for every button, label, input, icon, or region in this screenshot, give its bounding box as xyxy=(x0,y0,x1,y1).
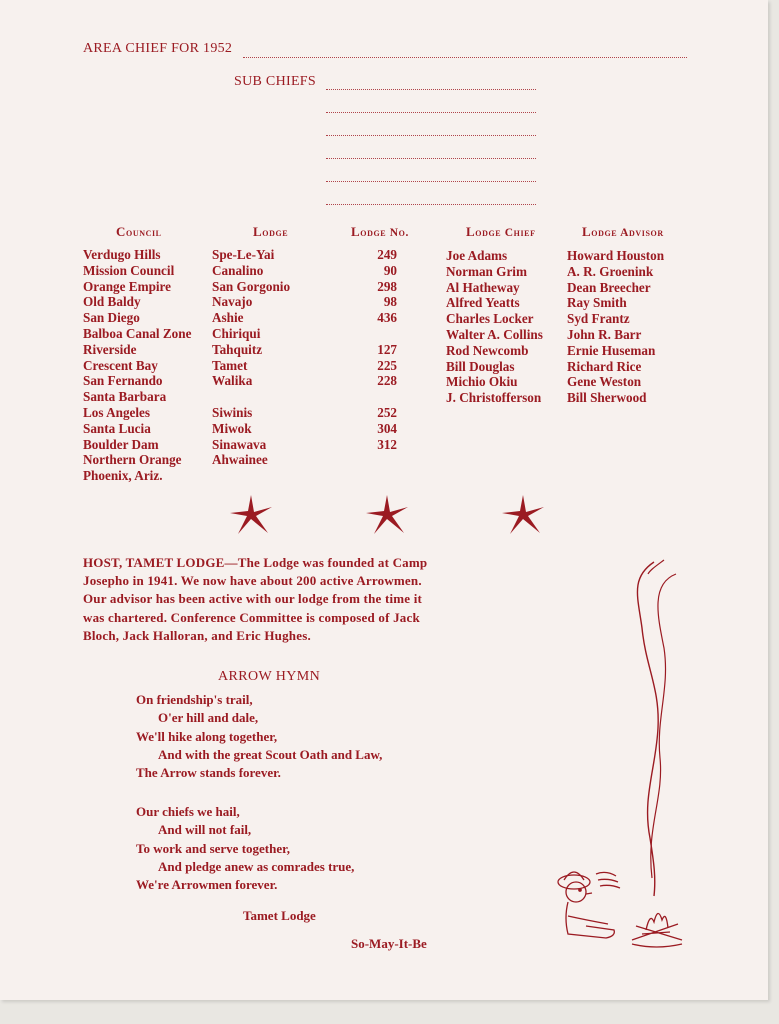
verse-line: The Arrow stands forever. xyxy=(136,765,281,781)
verse-line: Our chiefs we hail, xyxy=(136,804,240,819)
council-cell: Santa Barbara xyxy=(83,389,167,405)
paragraph-line: Bloch, Jack Halloran, and Eric Hughes. xyxy=(83,627,311,643)
paragraph-line: Our advisor has been active with our lodge from the time it xyxy=(83,591,423,607)
lodge-advisor-cell: John R. Barr xyxy=(567,326,642,342)
lodge-number-cell xyxy=(340,326,397,342)
verse-line: On friendship's trail, xyxy=(136,692,253,707)
lodge-cell: Ahwainee xyxy=(212,452,268,468)
lodge-cell: Siwinis xyxy=(212,404,253,420)
council-cell: San Fernando xyxy=(83,373,163,389)
council-header: Council xyxy=(116,224,162,239)
sub-chief-line-2 xyxy=(326,112,536,113)
verse-line: O'er hill and dale, xyxy=(158,710,259,726)
verse-line: To work and serve together, xyxy=(136,840,290,856)
lodge-cell: Walika xyxy=(212,373,253,389)
lodge-cell: Sinawava xyxy=(212,436,267,452)
lodge-chief-cell: Walter A. Collins xyxy=(446,326,543,342)
hymn-title: ARROW HYMN xyxy=(218,669,321,684)
lodge-cell: Miwok xyxy=(212,420,252,436)
paragraph-line: was chartered. Conference Committee is composed of Jack xyxy=(83,609,420,625)
lodge-number-cell: 249 xyxy=(377,247,397,262)
council-cell: Los Angeles xyxy=(83,404,151,420)
lodge-cell: Chiriqui xyxy=(212,325,261,341)
lodge-chief-cell: Charles Locker xyxy=(446,311,534,327)
lodge-number-cell xyxy=(340,452,397,468)
verse-line: We're Arrowmen forever. xyxy=(136,877,278,893)
lodge-chief-cell: Rod Newcomb xyxy=(446,342,529,358)
lodge-cell: Ashie xyxy=(212,310,244,326)
lodge-number-cell: 127 xyxy=(377,341,397,357)
lodge-chief-cell: Al Hatheway xyxy=(446,279,520,295)
council-cell: Riverside xyxy=(83,341,137,357)
council-column xyxy=(83,247,191,484)
verse-line: And pledge anew as comrades true, xyxy=(158,858,355,874)
lodge-advisor-header: Lodge Advisor xyxy=(582,224,664,239)
sub-chief-line-3 xyxy=(326,135,536,136)
hymn-verse-1 xyxy=(136,691,382,782)
lodge-number-cell: 225 xyxy=(377,357,397,373)
lodge-chief-cell: Michio Okiu xyxy=(446,374,518,390)
lodge-number-cell: 312 xyxy=(377,436,397,452)
star-ornament-icon xyxy=(500,493,546,535)
lodge-chief-cell: Norman Grim xyxy=(446,263,527,279)
paragraph-line: HOST, TAMET LODGE—The Lodge was founded at Camp xyxy=(83,555,428,570)
lodge-no-header: Lodge No. xyxy=(351,224,409,239)
sub-chief-line-1 xyxy=(326,89,536,90)
lodge-column xyxy=(212,247,290,484)
closing-so-may-it-be: So-May-It-Be xyxy=(351,936,427,951)
council-cell: Orange Empire xyxy=(83,278,172,294)
lodge-advisor-cell: Ernie Huseman xyxy=(567,342,656,358)
council-cell: Santa Lucia xyxy=(83,420,151,436)
campfire-smoke-illustration-icon xyxy=(620,558,690,898)
lodge-cell: Tamet xyxy=(212,357,248,373)
sub-chief-line-5 xyxy=(326,181,536,182)
sub-chiefs-label: SUB CHIEFS xyxy=(234,74,316,89)
council-cell: Balboa Canal Zone xyxy=(83,325,192,341)
lodge-advisor-cell: Howard Houston xyxy=(567,248,665,263)
lodge-advisor-cell: Syd Frantz xyxy=(567,311,630,327)
verse-line: And will not fail, xyxy=(158,822,252,838)
council-cell: San Diego xyxy=(83,310,140,326)
lodge-number-cell: 252 xyxy=(377,404,397,420)
verse-line: We'll hike along together, xyxy=(136,728,278,744)
star-ornament-icon xyxy=(364,493,410,535)
lodge-advisor-cell: A. R. Groenink xyxy=(567,263,654,279)
council-cell: Crescent Bay xyxy=(83,357,158,373)
host-lodge-paragraph xyxy=(83,554,463,645)
lodge-cell: San Gorgonio xyxy=(212,278,291,294)
lodge-number-cell xyxy=(340,468,397,484)
lodge-number-cell: 98 xyxy=(383,294,397,310)
star-ornament-icon xyxy=(228,493,274,535)
lodge-cell: Tahquitz xyxy=(212,341,263,357)
lodge-number-cell: 298 xyxy=(377,278,397,294)
council-cell: Old Baldy xyxy=(83,294,141,310)
council-cell: Phoenix, Ariz. xyxy=(83,468,163,484)
lodge-advisor-cell: Dean Breecher xyxy=(567,279,651,295)
scout-boy-illustration-icon xyxy=(546,860,688,950)
lodge-header: Lodge xyxy=(253,224,289,239)
lodge-cell: Spe-Le-Yai xyxy=(212,247,275,262)
hymn-verse-2 xyxy=(136,803,354,894)
lodge-chief-header: Lodge Chief xyxy=(466,224,536,239)
lodge-advisor-cell: Gene Weston xyxy=(567,374,642,390)
lodge-cell xyxy=(212,468,290,484)
lodge-number-cell: 228 xyxy=(377,373,397,389)
lodge-number-cell: 90 xyxy=(383,262,397,278)
lodge-number-column xyxy=(340,247,397,484)
verse-line: And with the great Scout Oath and Law, xyxy=(158,746,383,762)
lodge-chief-column xyxy=(446,248,543,406)
lodge-chief-cell: J. Christofferson xyxy=(446,390,542,406)
lodge-advisor-cell: Richard Rice xyxy=(567,358,642,374)
area-chief-label: AREA CHIEF FOR 1952 xyxy=(83,41,233,56)
signature-tamet-lodge: Tamet Lodge xyxy=(243,908,316,923)
sub-chief-line-4 xyxy=(326,158,536,159)
paragraph-line: Josepho in 1941. We now have about 200 active Arrowmen. xyxy=(83,573,422,589)
lodge-cell: Canalino xyxy=(212,262,264,278)
lodge-chief-cell: Alfred Yeatts xyxy=(446,295,520,311)
lodge-advisor-column xyxy=(567,248,664,406)
council-cell: Boulder Dam xyxy=(83,436,159,452)
lodge-number-cell: 304 xyxy=(377,420,397,436)
lodge-chief-cell: Joe Adams xyxy=(446,248,508,263)
lodge-number-cell xyxy=(340,389,397,405)
area-chief-dotted-line xyxy=(243,57,687,58)
council-cell: Verdugo Hills xyxy=(83,247,161,262)
sub-chief-line-6 xyxy=(326,204,536,205)
council-cell: Northern Orange xyxy=(83,452,182,468)
council-cell: Mission Council xyxy=(83,262,175,278)
lodge-number-cell: 436 xyxy=(377,310,397,326)
lodge-chief-cell: Bill Douglas xyxy=(446,358,515,374)
lodge-advisor-cell: Ray Smith xyxy=(567,295,627,311)
lodge-advisor-cell: Bill Sherwood xyxy=(567,390,647,406)
lodge-cell: Navajo xyxy=(212,294,253,310)
lodge-cell xyxy=(212,389,290,405)
